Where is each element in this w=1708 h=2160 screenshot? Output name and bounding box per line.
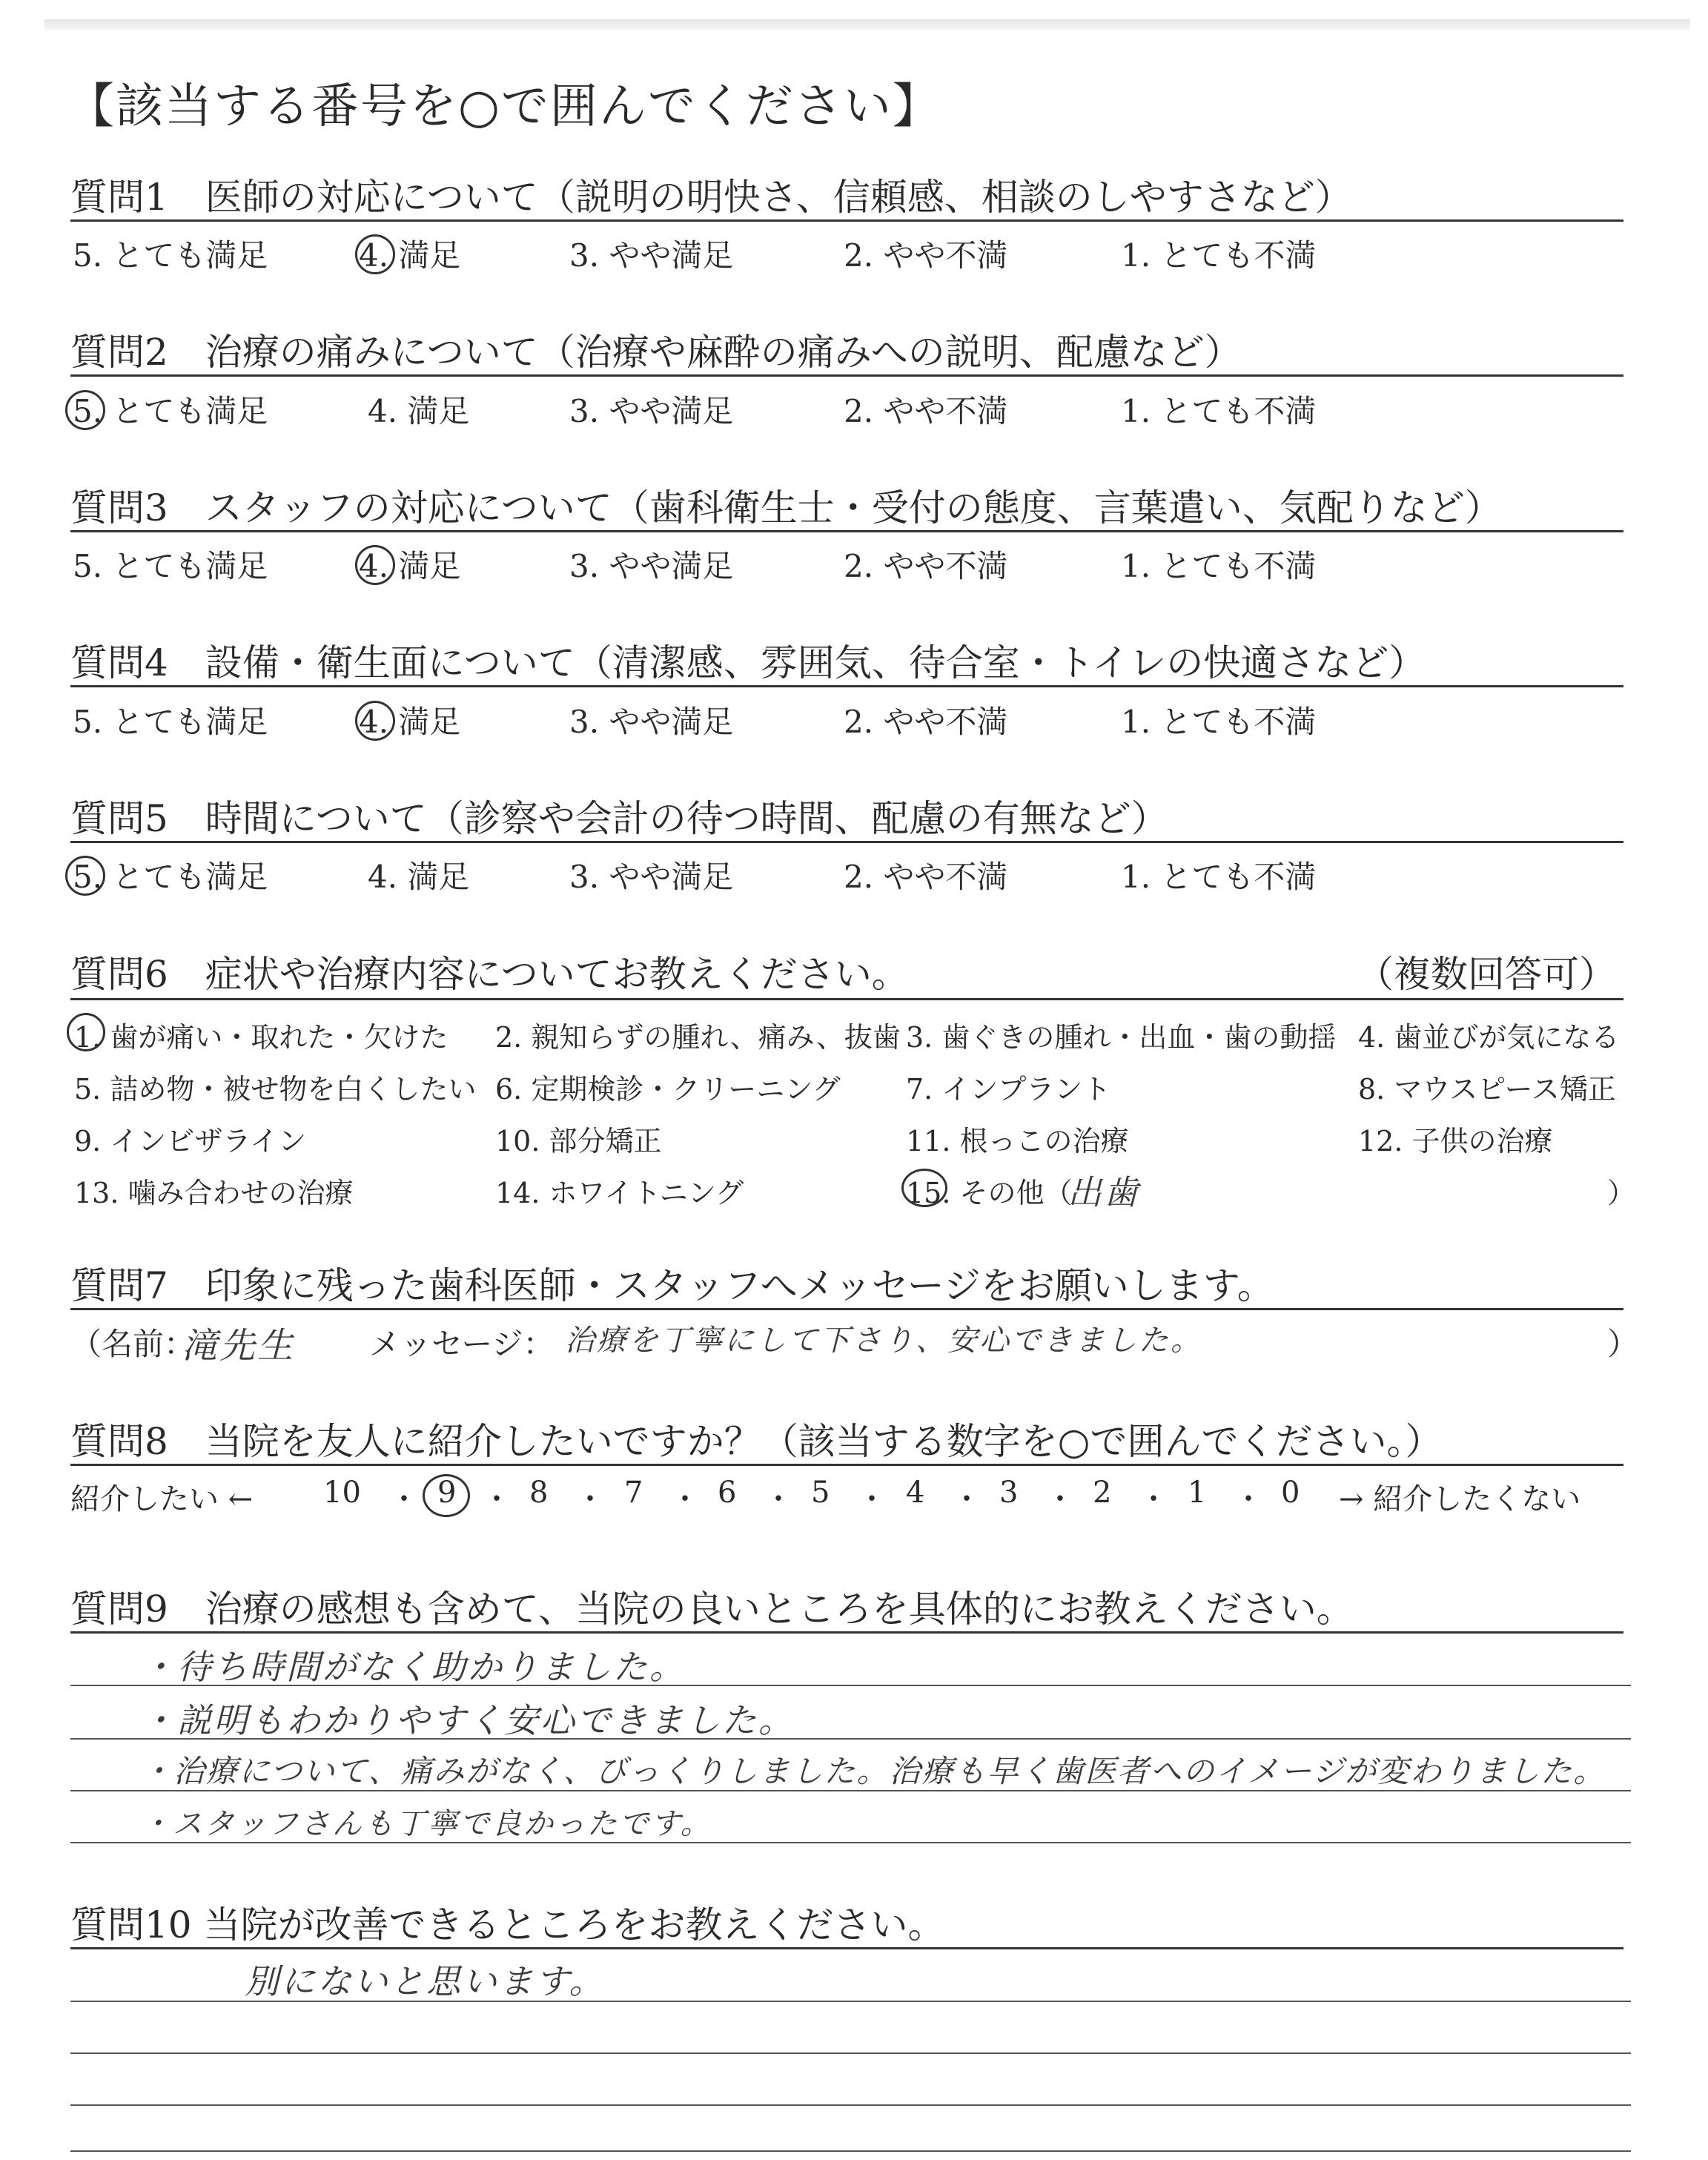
q8-value-1[interactable]: 1 bbox=[1188, 1476, 1207, 1510]
question-9-title: 質問9 治療の感想も含めて、当院の良いところを具体的にお教えください。 bbox=[70, 1588, 1354, 1631]
question-6-note: （複数回答可） bbox=[1357, 953, 1616, 996]
question-4-rule bbox=[70, 685, 1623, 687]
q4-option-4[interactable]: 4. 満足 bbox=[359, 704, 461, 740]
q6-option-14[interactable]: 14. ホワイトニング bbox=[495, 1177, 744, 1209]
q7-message-value: 治療を丁寧にして下さり、安心できました。 bbox=[565, 1324, 1202, 1358]
selection-circle bbox=[423, 1474, 470, 1517]
question-2-title: 質問2 治療の痛みについて（治療や麻酔の痛みへの説明、配慮など） bbox=[70, 331, 1242, 374]
q5-option-3[interactable]: 3. やや満足 bbox=[569, 859, 734, 895]
question-6-rule bbox=[70, 998, 1623, 1000]
selection-circle bbox=[67, 1013, 105, 1051]
q3-option-2[interactable]: 2. やや不満 bbox=[844, 548, 1008, 584]
q6-option-10[interactable]: 10. 部分矯正 bbox=[495, 1125, 662, 1157]
selection-circle bbox=[355, 545, 395, 585]
q8-value-0[interactable]: 0 bbox=[1281, 1476, 1300, 1510]
q7-message-label: メッセージ： bbox=[369, 1326, 555, 1362]
q3-option-4[interactable]: 4. 満足 bbox=[359, 548, 461, 584]
q8-separator: ・ bbox=[952, 1482, 982, 1516]
question-3-title: 質問3 スタッフの対応について（歯科衛生士・受付の態度、言葉遣い、気配りなど） bbox=[70, 486, 1502, 529]
q8-value-9[interactable]: 9 bbox=[437, 1476, 457, 1510]
question-1-title: 質問1 医師の対応について（説明の明快さ、信頼感、相談のしやすさなど） bbox=[70, 176, 1352, 219]
selection-circle bbox=[355, 234, 395, 274]
q1-option-2[interactable]: 2. やや不満 bbox=[844, 237, 1008, 274]
q2-option-1[interactable]: 1. とても不満 bbox=[1121, 393, 1317, 429]
q6-option-4[interactable]: 4. 歯並びが気になる bbox=[1358, 1021, 1620, 1054]
q6-option-1[interactable]: 1. 歯が痛い・取れた・欠けた bbox=[74, 1021, 448, 1054]
q10-writing-line bbox=[70, 2150, 1631, 2152]
question-6-title: 質問6 症状や治療内容についてお教えください。 bbox=[70, 953, 909, 996]
q6-option-12[interactable]: 12. 子供の治療 bbox=[1358, 1125, 1553, 1157]
q1-option-1[interactable]: 1. とても不満 bbox=[1121, 237, 1317, 274]
q2-option-4[interactable]: 4. 満足 bbox=[368, 393, 470, 429]
q8-value-7[interactable]: 7 bbox=[624, 1476, 643, 1510]
q8-value-10[interactable]: 10 bbox=[323, 1476, 361, 1510]
q2-option-2[interactable]: 2. やや不満 bbox=[844, 393, 1008, 429]
q6-other-value: 出歯 bbox=[1068, 1172, 1140, 1212]
q9-answer-line: ・待ち時間がなく助かりました。 bbox=[141, 1647, 686, 1687]
question-8-rule bbox=[70, 1464, 1623, 1466]
question-10-title: 質問10 当院が改善できるところをお教えください。 bbox=[70, 1903, 945, 1946]
q6-option-11[interactable]: 11. 根っこの治療 bbox=[906, 1125, 1129, 1157]
q10-writing-line bbox=[70, 2052, 1631, 2054]
q8-separator: ・ bbox=[857, 1482, 887, 1516]
question-2-rule bbox=[70, 374, 1623, 377]
q8-separator: ・ bbox=[482, 1482, 512, 1516]
q5-option-2[interactable]: 2. やや不満 bbox=[844, 859, 1008, 895]
selection-circle bbox=[355, 701, 395, 741]
q2-option-3[interactable]: 3. やや満足 bbox=[569, 393, 734, 429]
question-9-rule bbox=[70, 1631, 1623, 1634]
q1-option-4[interactable]: 4. 満足 bbox=[359, 237, 461, 274]
q8-separator: ・ bbox=[1139, 1482, 1168, 1516]
q5-option-1[interactable]: 1. とても不満 bbox=[1121, 859, 1317, 895]
q8-value-6[interactable]: 6 bbox=[718, 1476, 737, 1510]
q7-close-paren: ） bbox=[1607, 1326, 1639, 1362]
q7-name-value: 滝先生 bbox=[182, 1325, 296, 1367]
q6-option-15[interactable]: 15. その他（ bbox=[906, 1177, 1073, 1209]
q6-option-9[interactable]: 9. インビザライン bbox=[74, 1125, 307, 1157]
q10-writing-line bbox=[70, 2104, 1631, 2106]
question-5-rule bbox=[70, 841, 1623, 843]
q8-separator: ・ bbox=[389, 1482, 419, 1516]
q4-option-3[interactable]: 3. やや満足 bbox=[569, 704, 734, 740]
question-1-rule bbox=[70, 219, 1623, 222]
q8-value-5[interactable]: 5 bbox=[811, 1476, 830, 1510]
q8-value-8[interactable]: 8 bbox=[529, 1476, 549, 1510]
q6-option-2[interactable]: 2. 親知らずの腫れ、痛み、抜歯 bbox=[495, 1021, 901, 1054]
q8-right-label: → 紹介したくない bbox=[1339, 1482, 1581, 1516]
q3-option-3[interactable]: 3. やや満足 bbox=[569, 548, 734, 584]
q2-option-5[interactable]: 5. とても満足 bbox=[73, 393, 268, 429]
q5-option-5[interactable]: 5. とても満足 bbox=[73, 859, 268, 895]
q3-option-1[interactable]: 1. とても不満 bbox=[1121, 548, 1317, 584]
q6-option-7[interactable]: 7. インプラント bbox=[906, 1073, 1111, 1106]
question-4-title: 質問4 設備・衛生面について（清潔感、雰囲気、待合室・トイレの快適さなど） bbox=[70, 641, 1426, 684]
selection-circle bbox=[901, 1169, 947, 1207]
q4-option-2[interactable]: 2. やや不満 bbox=[844, 704, 1008, 740]
q6-option-3[interactable]: 3. 歯ぐきの腫れ・出血・歯の動揺 bbox=[906, 1021, 1337, 1054]
q9-answer-line: ・説明もわかりやすく安心できました。 bbox=[141, 1700, 795, 1740]
q8-separator: ・ bbox=[764, 1482, 793, 1516]
question-7-rule bbox=[70, 1308, 1623, 1310]
q3-option-5[interactable]: 5. とても満足 bbox=[73, 548, 268, 584]
q6-option-13[interactable]: 13. 噛み合わせの治療 bbox=[74, 1177, 354, 1209]
selection-circle bbox=[65, 390, 105, 430]
q1-option-5[interactable]: 5. とても満足 bbox=[73, 237, 268, 274]
page-title: 【該当する番号を○で囲んでください】 bbox=[67, 79, 941, 134]
q6-option-6[interactable]: 6. 定期検診・クリーニング bbox=[495, 1073, 841, 1106]
q7-name-label: （名前： bbox=[70, 1326, 196, 1362]
q8-value-4[interactable]: 4 bbox=[906, 1476, 925, 1510]
q6-close-paren: ） bbox=[1607, 1177, 1636, 1209]
page-top-edge bbox=[44, 19, 1690, 30]
question-3-rule bbox=[70, 530, 1623, 532]
q8-left-label: 紹介したい ← bbox=[70, 1482, 254, 1516]
q6-option-8[interactable]: 8. マウスピース矯正 bbox=[1358, 1073, 1616, 1106]
q8-separator: ・ bbox=[670, 1482, 700, 1516]
selection-circle bbox=[65, 856, 105, 896]
question-8-title: 質問8 当院を友人に紹介したいですか？（該当する数字を○で囲んでください。） bbox=[70, 1420, 1443, 1463]
q1-option-3[interactable]: 3. やや満足 bbox=[569, 237, 734, 274]
question-5-title: 質問5 時間について（診察や会計の待つ時間、配慮の有無など） bbox=[70, 797, 1168, 840]
q4-option-1[interactable]: 1. とても不満 bbox=[1121, 704, 1317, 740]
q8-value-3[interactable]: 3 bbox=[999, 1476, 1019, 1510]
q8-value-2[interactable]: 2 bbox=[1093, 1476, 1112, 1510]
q9-answer-line: ・スタッフさんも丁寧で良かったです。 bbox=[141, 1807, 712, 1841]
q8-separator: ・ bbox=[1045, 1482, 1075, 1516]
q8-separator: ・ bbox=[575, 1482, 605, 1516]
q8-separator: ・ bbox=[1234, 1482, 1263, 1516]
q9-answer-line: ・治療について、痛みがなく、びっくりしました。治療も早く歯医者へのイメージが変わりました。 bbox=[141, 1753, 1606, 1789]
q10-answer-line: 別にないと思います。 bbox=[245, 1961, 606, 2001]
q6-option-5[interactable]: 5. 詰め物・被せ物を白くしたい bbox=[74, 1073, 477, 1106]
question-10-rule bbox=[70, 1947, 1623, 1949]
q4-option-5[interactable]: 5. とても満足 bbox=[73, 704, 268, 740]
question-7-title: 質問7 印象に残った歯科医師・スタッフへメッセージをお願いします。 bbox=[70, 1264, 1274, 1307]
q5-option-4[interactable]: 4. 満足 bbox=[368, 859, 470, 895]
